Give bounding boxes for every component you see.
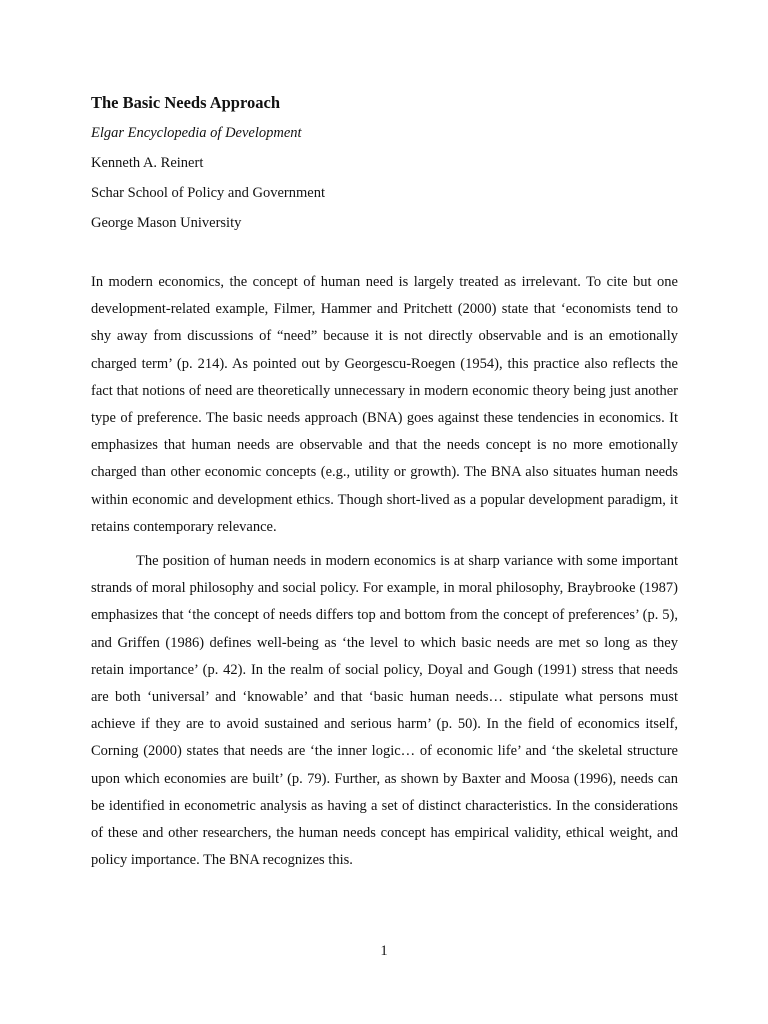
author-university: George Mason University <box>91 215 242 231</box>
page-number: 1 <box>380 943 388 959</box>
document-title: The Basic Needs Approach <box>91 93 281 112</box>
author-name: Kenneth A. Reinert <box>91 155 204 171</box>
body-paragraph-2: The position of human needs in modern economics is at sharp variance with some important strands of moral philosophy and social policy. For example, in moral philosophy, Braybrooke (1987) emphasizes that ‘the concept of needs differs top and bottom from the concept of preferences’ (p. 5), and Griffen (1986) defines well-being as ‘the level to which basic needs are met so long as they retain importance’ (p. 42). In the realm of social policy, Doyal and Gough (1991) stress that needs are both ‘universal’ and ‘knowable’ and that ‘basic human needs… stipulate what persons must achieve if they are to avoid sustained and serious harm’ (p. 50). In the field of economics itself, Corning (2000) states that needs are ‘the inner logic… of economic life’ and ‘the skeletal structure upon which economies are built’ (p. 79). Further, as shown by Baxter and Moosa (1996), needs can be identified in econometric analysis as having a set of distinct characteristics. In the considerations of these and other researchers, the human needs concept has empirical validity, ethical weight, and policy importance. The BNA recognizes this. <box>91 553 678 869</box>
body-paragraph-1: In modern economics, the concept of human need is largely treated as irrelevant. To cite but one development-related example, Filmer, Hammer and Pritchett (2000) state that ‘economists tend to shy away from discussions of “need” because it is not directly observable and is an emotionally charged term’ (p. 214). As pointed out by Georgescu-Roegen (1954), this practice also reflects the fact that notions of need are theoretically unnecessary in modern economic theory being just another type of preference. The basic needs approach (BNA) goes against these tendencies in economics. It emphasizes that human needs are observable and that the needs concept is no more emotionally charged than other economic concepts (e.g., utility or growth). The BNA also situates human needs within economic and development ethics. Though short-lived as a popular development paradigm, it retains contemporary relevance. <box>91 274 678 535</box>
author-school: Schar School of Policy and Government <box>91 185 325 201</box>
publication-name: Elgar Encyclopedia of Development <box>91 125 302 141</box>
